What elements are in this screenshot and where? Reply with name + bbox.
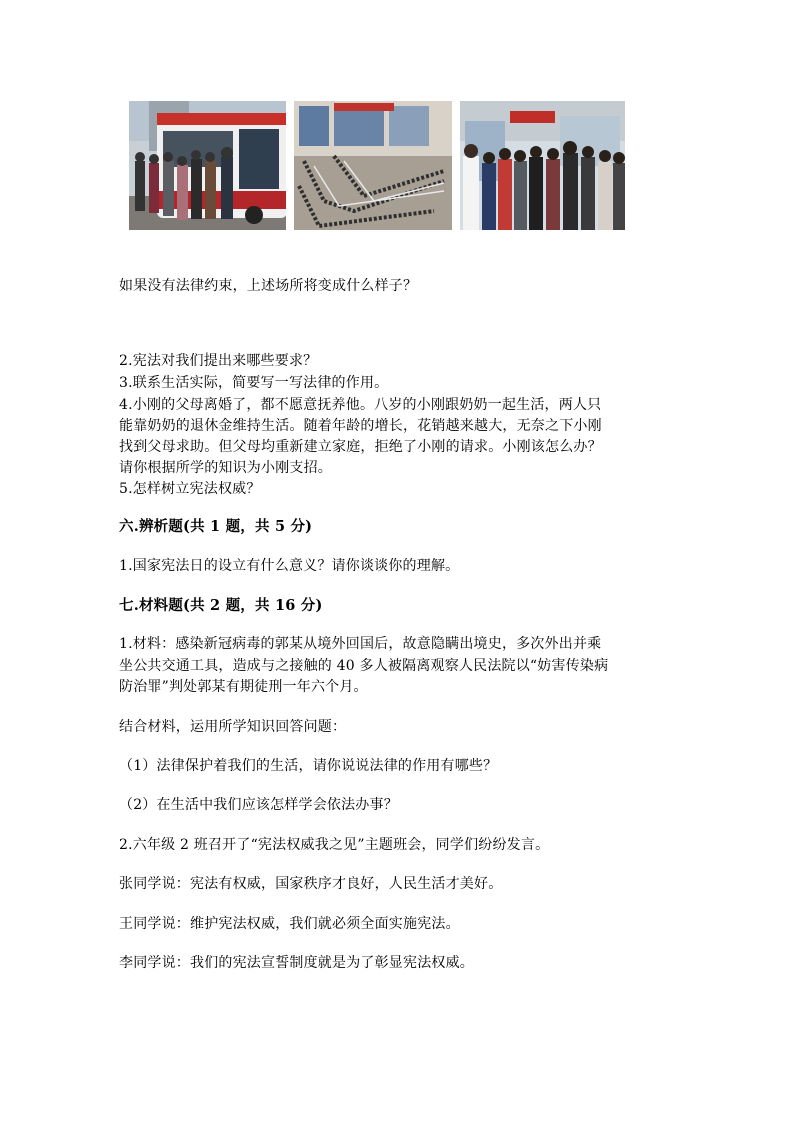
section-7-heading: 七.材料题(共 2 题，共 16 分) bbox=[119, 597, 323, 614]
question-4-line-3: 找到父母求助。但父母均重新建立家庭，拒绝了小刚的请求。小刚该怎么办？ bbox=[119, 439, 602, 455]
section-6-question-1: 1.国家宪法日的设立有什么意义？请你谈谈你的理解。 bbox=[119, 558, 460, 574]
bus-queue-photo bbox=[129, 101, 286, 230]
question-3: 3.联系生活实际，简要写一写法律的作用。 bbox=[119, 375, 389, 391]
question-4-line-2: 能靠奶奶的退休金维持生活。随着年龄的增长，花销越来越大，无奈之下小刚 bbox=[119, 418, 602, 434]
material-1-line-1: 1.材料：感染新冠病毒的郭某从境外回国后，故意隐瞒出境史，多次外出并乘 bbox=[119, 636, 602, 652]
question-5: 5.怎样树立宪法权威？ bbox=[119, 481, 261, 497]
material-1-line-3: 防治罪”判处郭某有期徒刑一年六个月。 bbox=[119, 679, 368, 695]
counter-queue-photo bbox=[460, 101, 625, 230]
question-2: 2.宪法对我们提出来哪些要求？ bbox=[119, 353, 318, 369]
photo-row bbox=[129, 101, 625, 230]
station-queue-photo bbox=[294, 101, 452, 230]
section-6-heading: 六.辨析题(共 1 题，共 5 分) bbox=[119, 518, 313, 535]
question-4-line-1: 4.小刚的父母离婚了，都不愿意抚养他。八岁的小刚跟奶奶一起生活，两人只 bbox=[119, 397, 602, 413]
question-4-line-4: 请你根据所学的知识为小刚支招。 bbox=[119, 460, 332, 476]
material-1-sub-question-1: （1）法律保护着我们的生活，请你说说法律的作用有哪些？ bbox=[119, 758, 498, 774]
material-2-intro: 2.六年级 2 班召开了“宪法权威我之见”主题班会，同学们纷纷发言。 bbox=[119, 837, 550, 853]
material-1-prompt: 结合材料，运用所学知识回答问题： bbox=[119, 719, 347, 735]
student-zhang-statement: 张同学说：宪法有权威，国家秩序才良好，人民生活才美好。 bbox=[119, 876, 503, 892]
student-li-statement: 李同学说：我们的宪法宣誓制度就是为了彰显宪法权威。 bbox=[119, 955, 474, 971]
material-1-sub-question-2: （2）在生活中我们应该怎样学会依法办事？ bbox=[119, 797, 398, 813]
material-1-line-2: 坐公共交通工具，造成与之接触的 40 多人被隔离观察人民法院以“妨害传染病 bbox=[119, 658, 609, 674]
student-wang-statement: 王同学说：维护宪法权威，我们就必须全面实施宪法。 bbox=[119, 916, 460, 932]
question-intro: 如果没有法律约束，上述场所将变成什么样子？ bbox=[119, 278, 418, 294]
